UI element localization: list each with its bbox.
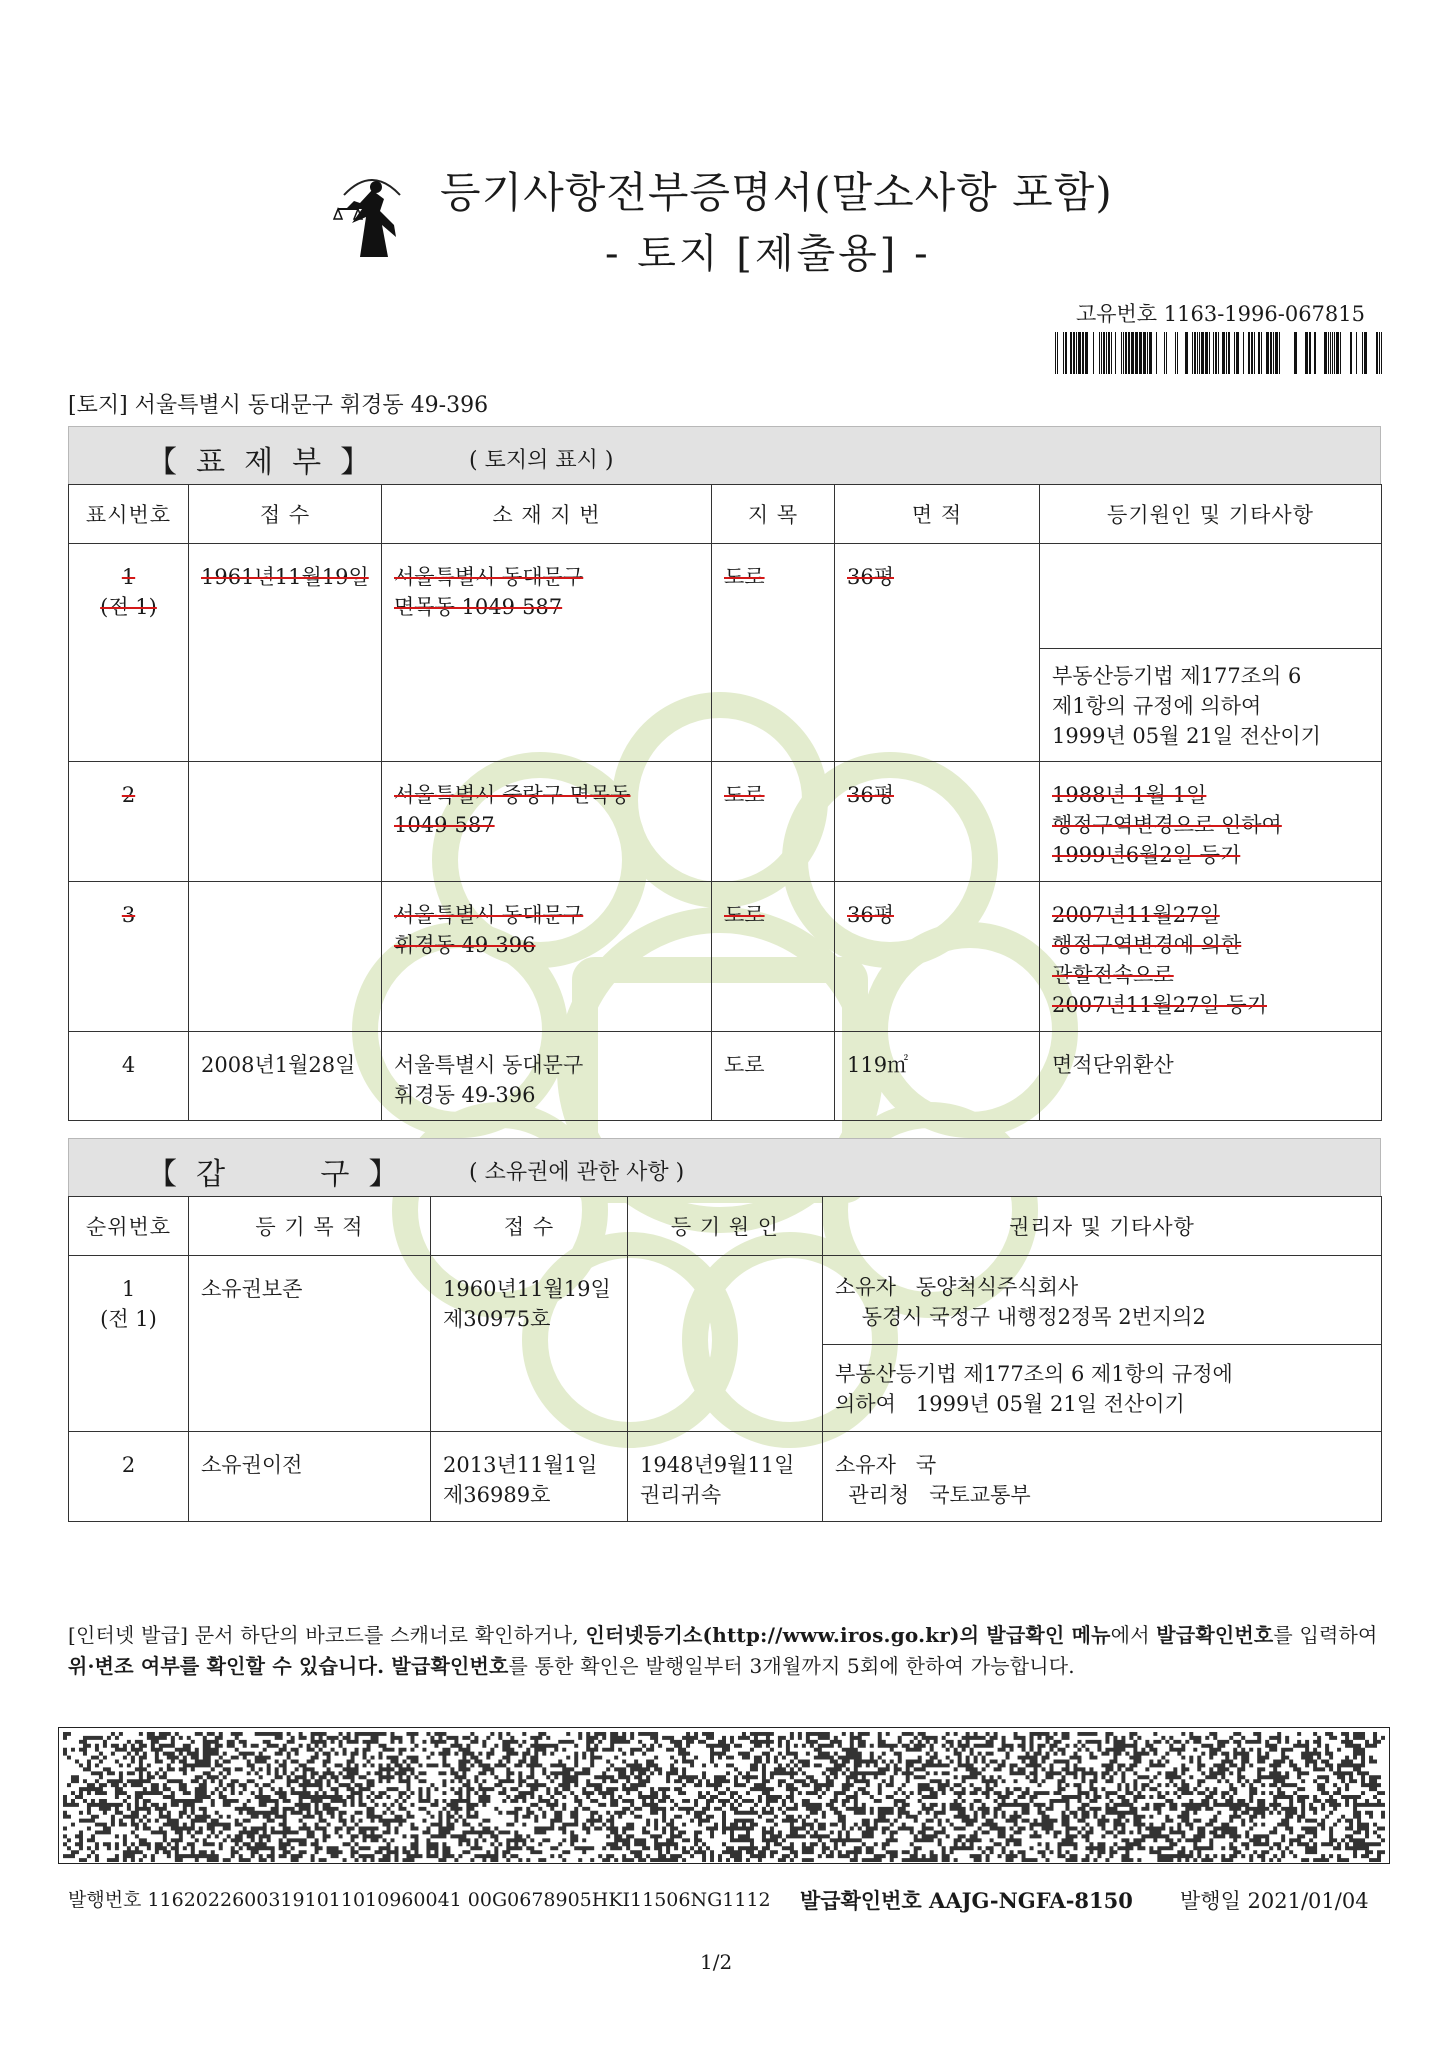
location-line: 서울특별시 동대문구 <box>394 565 584 589</box>
document-subtitle: - 토지 [제출용] - <box>605 231 931 277</box>
cause-line: 1999년 05월 21일 전산이기 <box>1052 724 1321 748</box>
display-number: 1 <box>121 565 136 589</box>
land-category: 도로 <box>724 903 765 927</box>
unique-number: 고유번호 1163-1996-067815 <box>1075 302 1365 326</box>
location-line: 서울특별시 중랑구 면목동 <box>394 783 631 807</box>
table-row <box>69 544 1382 762</box>
cause-line: 행정구역변경에 의한 <box>1052 933 1242 957</box>
location-line: 1049-587 <box>394 813 495 837</box>
notice-bold: 위·변조 여부를 확인할 수 있습니다. 발급확인번호 <box>68 1654 509 1678</box>
notice-text: [인터넷 발급] 문서 하단의 바코드를 스캐너로 확인하거나, <box>68 1623 586 1647</box>
land-category: 도로 <box>724 1053 765 1077</box>
receipt-line: 제30975호 <box>443 1307 551 1331</box>
holder-line: 부동산등기법 제177조의 6 제1항의 규정에 <box>835 1362 1233 1386</box>
receipt-line: 2013년11월1일 <box>443 1453 598 1477</box>
header-receipt: 접 수 <box>431 1197 628 1256</box>
location-line: 서울특별시 동대문구 <box>394 1053 584 1077</box>
location-line: 서울특별시 동대문구 <box>394 903 584 927</box>
section-title: 【 갑 구 】 <box>147 1157 399 1192</box>
cause-line: 면적단위환산 <box>1052 1053 1174 1077</box>
rank-number: 1 <box>121 1277 136 1301</box>
receipt-line: 1960년11월19일 <box>443 1277 611 1301</box>
receipt-date: 1961년11월19일 <box>201 565 369 589</box>
receipt-line: 제36989호 <box>443 1483 551 1507</box>
notice-text: 를 통한 확인은 발행일부터 3개월까지 5회에 한하여 가능합니다. <box>508 1654 1075 1678</box>
header-cause: 등기원인 및 기타사항 <box>1040 485 1382 544</box>
display-number: 4 <box>121 1053 136 1077</box>
section-title-bar-gapgu <box>68 1138 1381 1196</box>
cause-line: 2007년11월27일 등기 <box>1052 993 1267 1017</box>
holder-line: 소유자 국 <box>835 1453 937 1477</box>
internet-issue-notice <box>68 1620 1378 1682</box>
pyojebu-table <box>68 484 1382 1121</box>
header-receipt: 접 수 <box>189 485 382 544</box>
table-header-row <box>69 1197 1382 1256</box>
section-subtitle: ( 토지의 표시 ) <box>469 448 614 473</box>
table-row <box>69 762 1382 882</box>
verification-2d-barcode <box>58 1727 1390 1864</box>
display-number-previous: (전 1) <box>100 595 157 619</box>
area-value: 36평 <box>847 903 895 927</box>
section-title-bar-pyojebu <box>68 426 1381 484</box>
display-number: 2 <box>121 783 136 807</box>
unique-number-barcode <box>1040 332 1382 374</box>
rank-number: 2 <box>121 1453 136 1477</box>
holder-line: 소유자 동양척식주식회사 <box>835 1275 1079 1299</box>
section-subtitle: ( 소유권에 관한 사항 ) <box>469 1160 685 1185</box>
gapgu-table <box>68 1196 1382 1522</box>
location-line: 휘경동 49-396 <box>394 933 536 957</box>
header-land-category: 지 목 <box>712 485 835 544</box>
table-row <box>69 1256 1382 1432</box>
notice-bold: 인터넷등기소(http://www.iros.go.kr)의 발급확인 메뉴 <box>585 1623 1111 1647</box>
notice-text: 를 입력하여 <box>1273 1623 1378 1647</box>
header-holder: 권리자 및 기타사항 <box>823 1197 1382 1256</box>
location-line: 면목동 1049-587 <box>394 595 563 619</box>
land-category: 도로 <box>724 783 765 807</box>
land-category: 도로 <box>724 565 765 589</box>
page-number: 1/2 <box>700 1950 733 1974</box>
cause-line: 행정구역변경으로 인하여 <box>1052 813 1282 837</box>
header-display-number: 표시번호 <box>69 485 189 544</box>
section-title: 【 표 제 부 】 <box>147 445 371 480</box>
cause-line: 1999년6월2일 등기 <box>1052 843 1241 867</box>
notice-bold: 발급확인번호 <box>1156 1623 1274 1647</box>
holder-line: 동경시 국정구 내행정2정목 2번지의2 <box>835 1305 1206 1329</box>
property-address: [토지] 서울특별시 동대문구 휘경동 49-396 <box>68 393 489 418</box>
rank-number-previous: (전 1) <box>100 1307 157 1331</box>
cause-line: 관할전속으로 <box>1052 963 1174 987</box>
receipt-date: 2008년1월28일 <box>201 1053 356 1077</box>
notice-text: 에서 <box>1110 1623 1157 1647</box>
header-cause: 등 기 원 인 <box>628 1197 823 1256</box>
cause-empty-cell <box>1040 544 1381 649</box>
cause-line: 1988년 1월 1일 <box>1052 783 1207 807</box>
header-area: 면 적 <box>835 485 1040 544</box>
table-row <box>69 1032 1382 1121</box>
area-value: 36평 <box>847 565 895 589</box>
cause-line: 권리귀속 <box>640 1483 722 1507</box>
issue-number: 발행번호 11620226003191011010960041 00G0678905HKI11506NG1112 <box>68 1889 771 1911</box>
issue-date: 발행일 2021/01/04 <box>1180 1889 1369 1913</box>
header-location: 소 재 지 번 <box>382 485 712 544</box>
location-line: 휘경동 49-396 <box>394 1083 536 1107</box>
cause-line: 2007년11월27일 <box>1052 903 1220 927</box>
table-row <box>69 882 1382 1032</box>
cause-line: 부동산등기법 제177조의 6 <box>1052 664 1302 688</box>
holder-line: 의하여 1999년 05월 21일 전산이기 <box>835 1392 1185 1416</box>
court-seal-icon <box>322 165 422 265</box>
confirm-number: 발급확인번호 AAJG-NGFA-8150 <box>800 1888 1133 1913</box>
display-number: 3 <box>121 903 136 927</box>
registration-purpose: 소유권보존 <box>201 1277 303 1301</box>
table-header-row <box>69 485 1382 544</box>
area-value: 36평 <box>847 783 895 807</box>
cause-line: 제1항의 규정에 의하여 <box>1052 694 1262 718</box>
registration-purpose: 소유권이전 <box>201 1453 303 1477</box>
area-value: 119㎡ <box>847 1053 909 1077</box>
document-title: 등기사항전부증명서(말소사항 포함) <box>440 168 1113 217</box>
header-purpose: 등 기 목 적 <box>189 1197 431 1256</box>
cause-line: 1948년9월11일 <box>640 1453 795 1477</box>
holder-line: 관리청 국토교통부 <box>835 1483 1031 1507</box>
table-row <box>69 1432 1382 1522</box>
header-rank-number: 순위번호 <box>69 1197 189 1256</box>
